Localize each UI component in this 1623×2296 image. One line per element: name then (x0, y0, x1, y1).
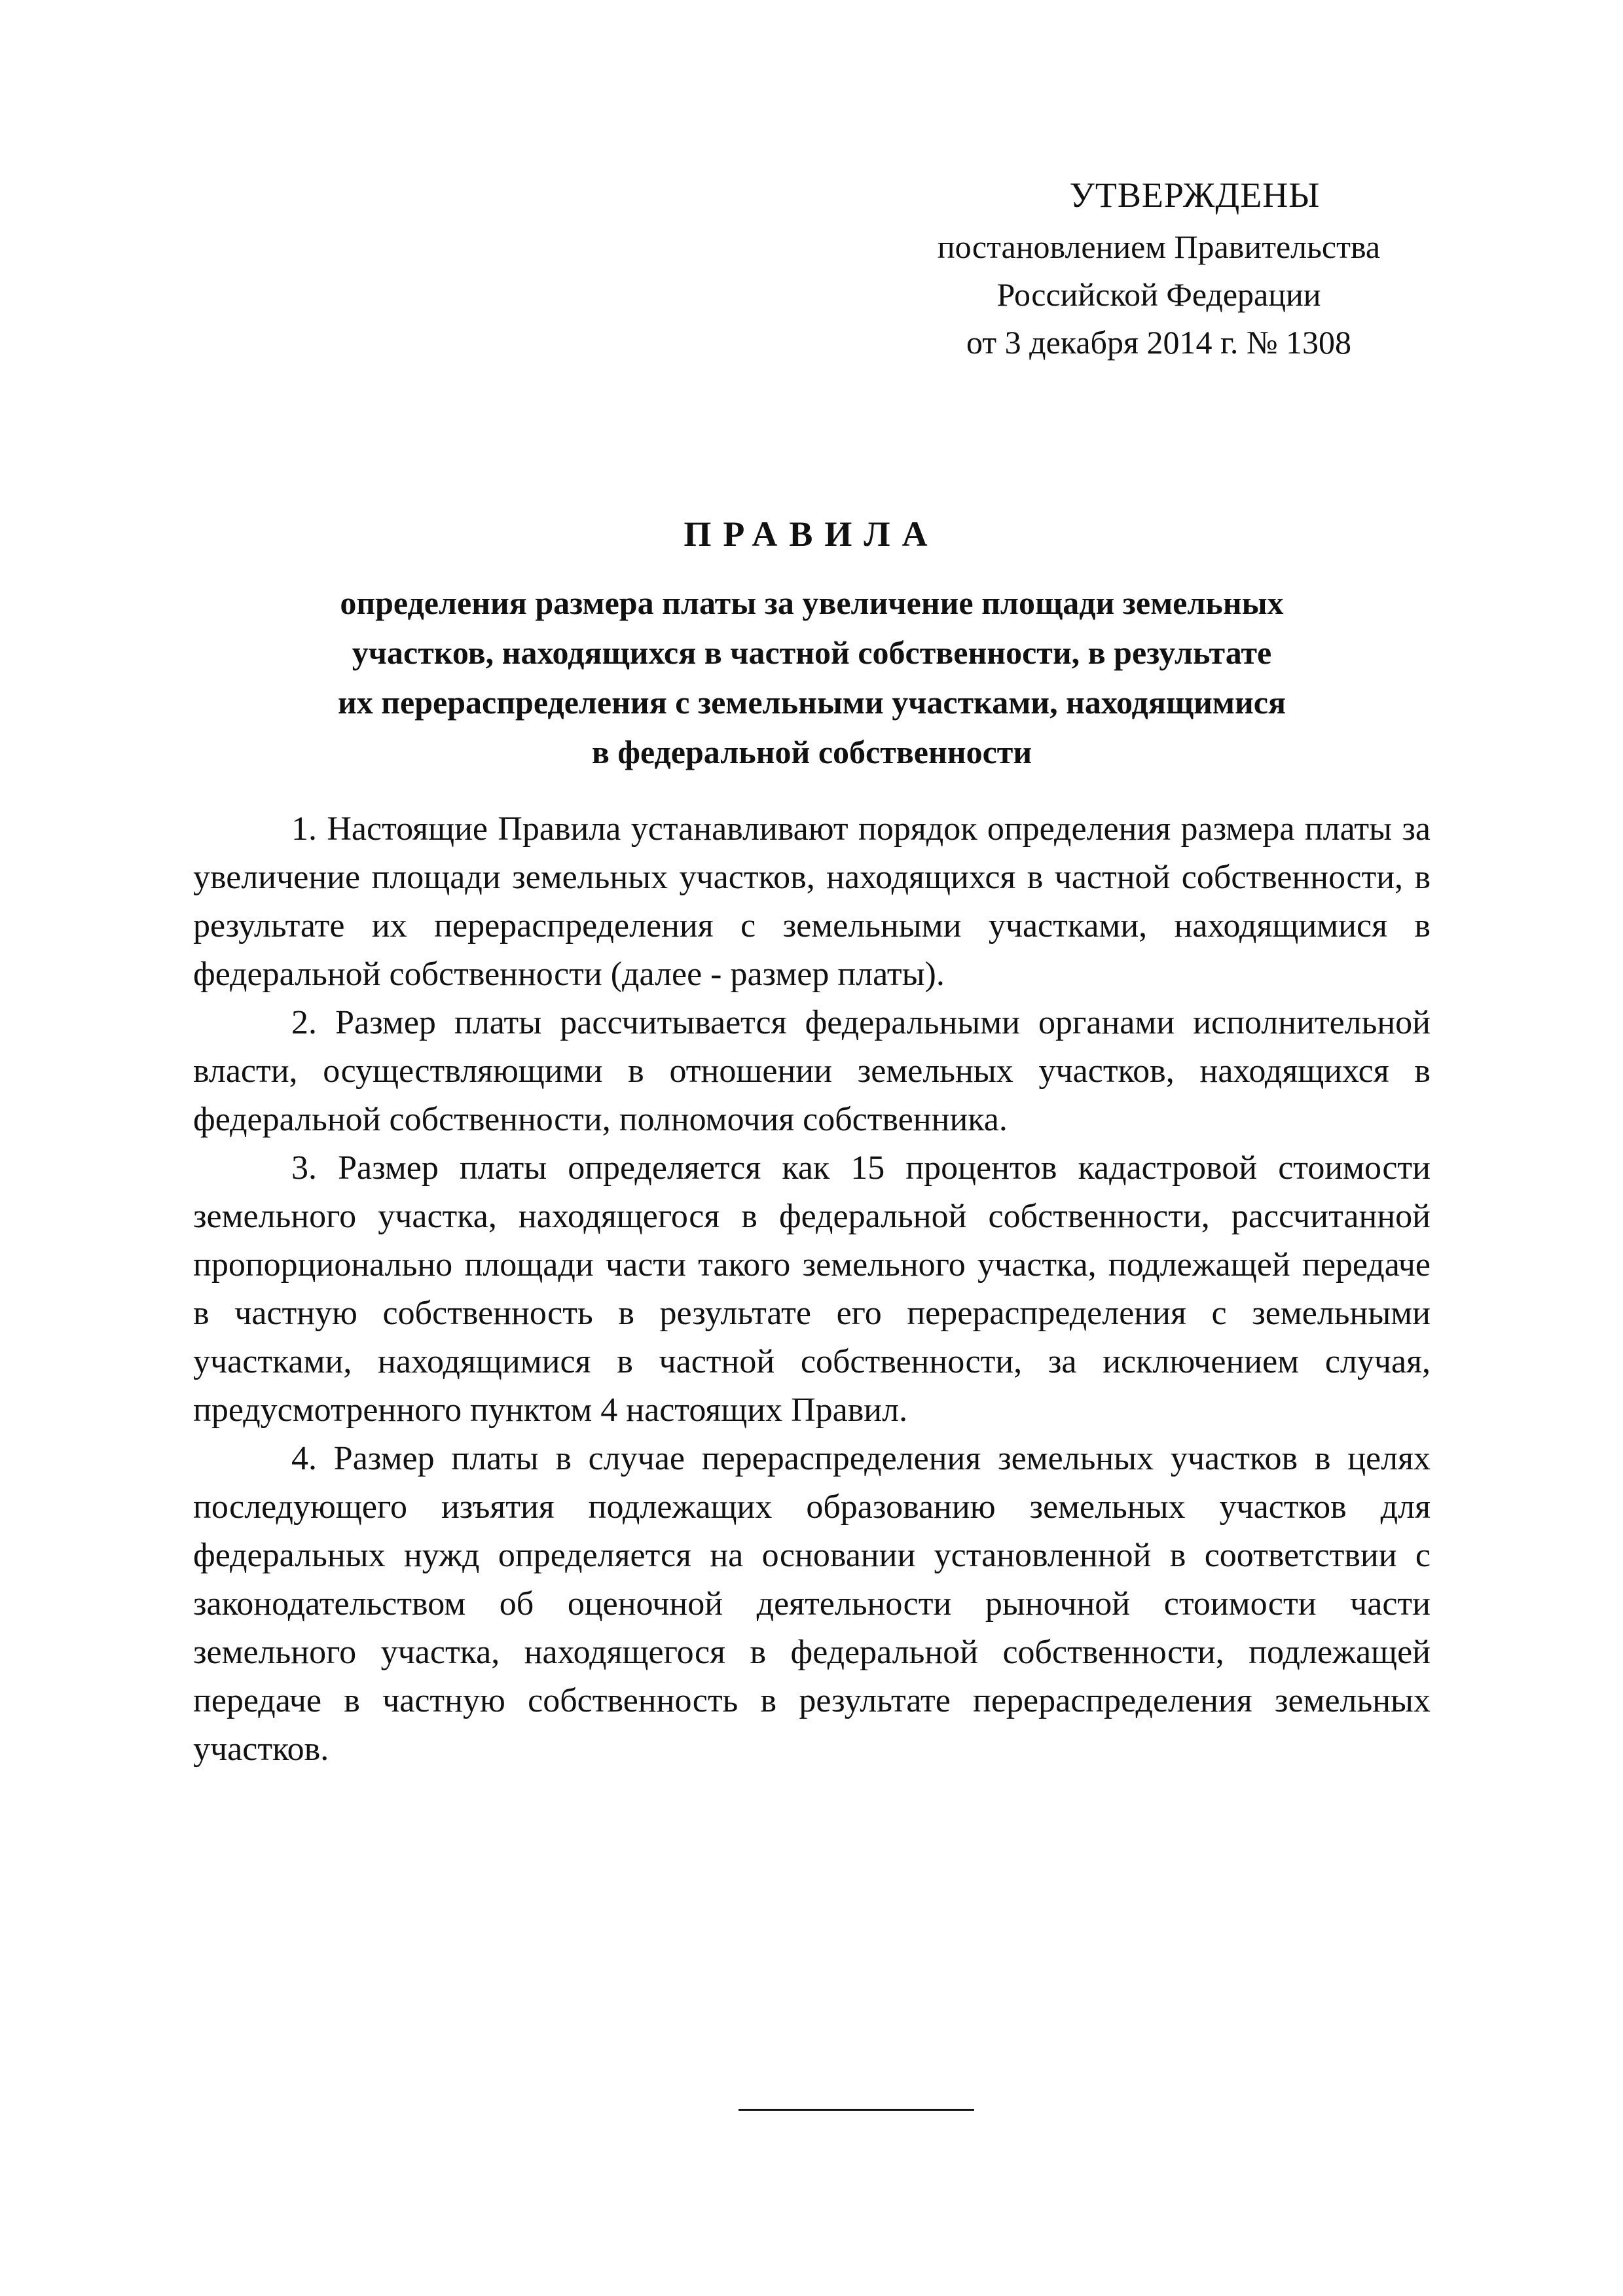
paragraph-3: 3. Размер платы определяется как 15 процентов кадастровой стоимости земельного участка, находящегося в федеральной собственности, рассчитанной пропорционально площади части такого земельного участка, подлежащей передаче в частную собственность в результате его перераспределения с земельными участками, находящимися в частной собственности, за исключением случая, предусмотренного пунктом 4 настоящих Правил. (193, 1149, 1431, 1429)
approval-line: постановлением Правительства (937, 228, 1381, 265)
paragraph-4: 4. Размер платы в случае перераспределения земельных участков в целях последующего изъятия подлежащих образованию земельных участков для федеральных нужд определяется на основании установленной в соответствии с законодательством об оценочной деятельности рыночной стоимости части земельного участка, находящегося в федеральной собственности, подлежащей передаче в частную собственность в результате перераспределения земельных участков. (193, 1440, 1431, 1768)
subtitle-line: участков, находящихся в частной собственности, в результате (352, 634, 1272, 671)
document-title: ПРАВИЛА (684, 514, 939, 554)
approval-date-line: от 3 декабря 2014 г. № 1308 (966, 324, 1352, 361)
document-body (193, 805, 1431, 1774)
approval-heading: УТВЕРЖДЕНЫ (1069, 175, 1321, 215)
subtitle-line: определения размера платы за увеличение площади земельных (340, 584, 1284, 621)
subtitle-line: в федеральной собственности (591, 734, 1032, 770)
document-subtitle (196, 578, 1427, 777)
paragraph-2: 2. Размер платы рассчитывается федеральными органами исполнительной власти, осуществляющими в отношении земельных участков, находящихся в федеральной собственности, полномочия собственника. (193, 1004, 1431, 1138)
end-divider (739, 2109, 974, 2111)
paragraph-1: 1. Настоящие Правила устанавливают порядок определения размера платы за увеличение площади земельных участков, находящихся в частной собственности, в результате их перераспределения с земельными участками, находящимися в федеральной собственности (далее - размер платы). (193, 810, 1431, 993)
approval-block (831, 171, 1486, 367)
subtitle-line: их перераспределения с земельными участками, находящимися (337, 684, 1286, 721)
approval-line: Российской Федерации (996, 276, 1321, 313)
